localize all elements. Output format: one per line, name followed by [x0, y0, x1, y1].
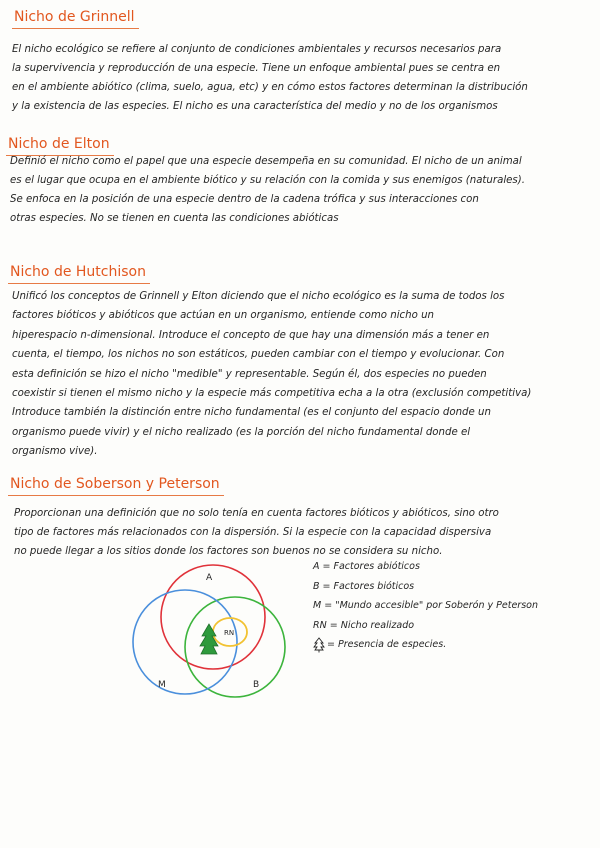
legend-item-rn	[313, 616, 538, 636]
text-line: no puede llegar a los sitios donde los factores son buenos no se considera su nicho.	[14, 546, 443, 557]
text-line: El nicho ecológico se refiere al conjunto de condiciones ambientales y recursos necesarios para	[12, 44, 502, 55]
legend-text: M = "Mundo accesible" por Soberón y Peterson	[313, 600, 538, 611]
text-line: Definió el nicho como el papel que una especie desempeña en su comunidad. El nicho de un animal	[10, 156, 522, 167]
legend-item-m	[313, 596, 538, 616]
paragraph-soberson-peterson	[14, 504, 499, 561]
label-b: B	[253, 680, 260, 690]
legend-text: A = Factores abióticos	[313, 561, 420, 572]
tree-outline-icon	[313, 637, 325, 653]
heading-underline	[12, 28, 139, 29]
circle-b	[185, 597, 285, 697]
heading-hutchison-text: Nicho de Hutchison	[10, 264, 146, 280]
legend-text: = Presencia de especies.	[327, 639, 447, 650]
text-line: es el lugar que ocupa en el ambiente biótico y su relación con la comida y sus enemigos (naturales).	[10, 175, 525, 186]
text-line: y la existencia de las especies. El nicho es una característica del medio y no de los organismos	[12, 101, 498, 112]
text-line: en el ambiente abiótico (clima, suelo, agua, etc) y en cómo estos factores determinan la distribución	[12, 82, 528, 93]
text-line: Unificó los conceptos de Grinnell y Elton diciendo que el nicho ecológico es la suma de todos los	[12, 291, 505, 302]
heading-underline	[8, 495, 224, 496]
text-line: organismo vive).	[12, 446, 98, 458]
label-rn: RN	[224, 629, 235, 637]
text-line: coexistir si tienen el mismo nicho y la especie más competitiva echa a la otra (exclusión competitiva)	[12, 388, 532, 400]
text-line: otras especies. No se tienen en cuenta las condiciones abióticas	[10, 213, 339, 224]
legend-text: RN = Nicho realizado	[313, 619, 415, 631]
legend-text: B = Factores bióticos	[313, 580, 415, 592]
paragraph-grinnell	[12, 40, 528, 116]
bam-venn-diagram	[125, 560, 305, 700]
text-line: Introduce también la distinción entre nicho fundamental (es el conjunto del espacio donde un	[12, 407, 491, 419]
legend-item-b	[313, 577, 538, 597]
text-line: la supervivencia y reproducción de una especie. Tiene un enfoque ambiental pues se centra en	[12, 63, 501, 74]
label-m: M	[158, 680, 166, 690]
diagram-legend	[313, 557, 538, 655]
text-line: cuenta, el tiempo, los nichos no son estáticos, pueden cambiar con el tiempo y evolucionar. Con	[12, 349, 505, 361]
label-a: A	[206, 573, 213, 583]
heading-grinnell	[14, 9, 135, 25]
heading-grinnell-text: Nicho de Grinnell	[14, 9, 135, 25]
heading-elton-text: Nicho de Elton	[8, 136, 110, 152]
heading-soberson-peterson	[10, 476, 220, 492]
text-line: hiperespacio n-dimensional. Introduce el concepto de que hay una dimensión más a tener en	[12, 329, 490, 341]
text-line: Proporcionan una definición que no solo tenía en cuenta factores bióticos y abióticos, sino otro	[14, 508, 499, 519]
text-line: tipo de factores más relacionados con la dispersión. Si la especie con la capacidad dispersiva	[14, 527, 492, 538]
heading-underline	[8, 283, 150, 284]
paragraph-hutchison	[12, 287, 531, 462]
text-line: esta definición se hizo el nicho "medible" y representable. Según él, dos especies no pueden	[12, 368, 487, 380]
paragraph-elton	[10, 152, 525, 228]
text-line: factores bióticos y abióticos que actúan en un organismo, entiende como nicho un	[12, 310, 434, 322]
heading-soberson-peterson-text: Nicho de Soberson y Peterson	[10, 476, 220, 492]
text-line: Se enfoca en la posición de una especie dentro de la cadena trófica y sus interacciones con	[10, 194, 479, 205]
heading-hutchison	[10, 264, 146, 280]
legend-item-a	[313, 557, 538, 577]
legend-item-tree	[313, 635, 538, 655]
text-line: organismo puede vivir) y el nicho realizado (es la porción del nicho fundamental donde el	[12, 426, 471, 438]
heading-elton	[8, 136, 110, 152]
